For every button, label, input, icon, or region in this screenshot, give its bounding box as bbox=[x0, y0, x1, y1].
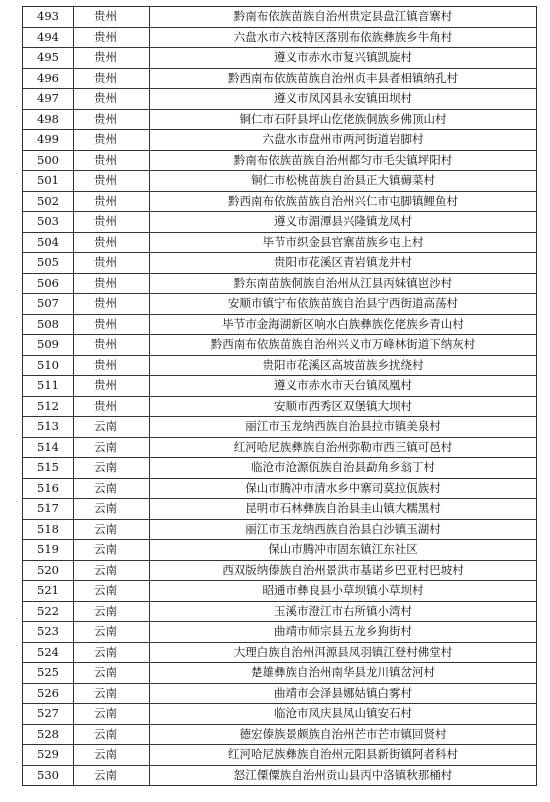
row-number: 514 bbox=[23, 437, 74, 458]
village-name-cell: 红河哈尼族彝族自治州元阳县新街镇阿者科村 bbox=[150, 745, 537, 766]
village-name-cell: 昭通市彝良县小草坝镇小草坝村 bbox=[150, 581, 537, 602]
row-number: 495 bbox=[23, 48, 74, 69]
province-cell: 贵州 bbox=[74, 232, 150, 253]
table-row bbox=[23, 7, 537, 28]
village-list-table bbox=[22, 6, 537, 786]
row-number: 503 bbox=[23, 212, 74, 233]
row-number: 496 bbox=[23, 68, 74, 89]
village-name-cell: 六盘水市盘州市两河街道岩脚村 bbox=[150, 130, 537, 151]
table-row bbox=[23, 724, 537, 745]
village-name-cell: 玉溪市澄江市右所镇小湾村 bbox=[150, 601, 537, 622]
row-number: 524 bbox=[23, 642, 74, 663]
table-row bbox=[23, 48, 537, 69]
village-name-cell: 遵义市赤水市天台镇凤凰村 bbox=[150, 376, 537, 397]
table-row bbox=[23, 519, 537, 540]
village-name-cell: 铜仁市松桃苗族自治县正大镇薅菜村 bbox=[150, 171, 537, 192]
village-name-cell: 临沧市凤庆县凤山镇安石村 bbox=[150, 704, 537, 725]
table-row bbox=[23, 150, 537, 171]
table-row bbox=[23, 355, 537, 376]
village-name-cell: 保山市腾冲市清水乡中寨司莫拉佤族村 bbox=[150, 478, 537, 499]
province-cell: 贵州 bbox=[74, 171, 150, 192]
table-row bbox=[23, 642, 537, 663]
table-row bbox=[23, 273, 537, 294]
province-cell: 云南 bbox=[74, 765, 150, 786]
village-name-cell: 黔南布依族苗族自治州都匀市毛尖镇坪阳村 bbox=[150, 150, 537, 171]
province-cell: 云南 bbox=[74, 478, 150, 499]
province-cell: 贵州 bbox=[74, 27, 150, 48]
table-row bbox=[23, 253, 537, 274]
village-name-cell: 丽江市玉龙纳西族自治县拉市镇美泉村 bbox=[150, 417, 537, 438]
province-cell: 云南 bbox=[74, 704, 150, 725]
row-number: 499 bbox=[23, 130, 74, 151]
table-row bbox=[23, 89, 537, 110]
province-cell: 云南 bbox=[74, 519, 150, 540]
row-number: 513 bbox=[23, 417, 74, 438]
table-row bbox=[23, 765, 537, 786]
row-number: 509 bbox=[23, 335, 74, 356]
village-name-cell: 曲靖市会泽县娜姑镇白雾村 bbox=[150, 683, 537, 704]
table-row bbox=[23, 622, 537, 643]
table-row bbox=[23, 130, 537, 151]
row-number: 518 bbox=[23, 519, 74, 540]
table-row bbox=[23, 560, 537, 581]
row-number: 523 bbox=[23, 622, 74, 643]
row-number: 494 bbox=[23, 27, 74, 48]
province-cell: 贵州 bbox=[74, 314, 150, 335]
row-number: 505 bbox=[23, 253, 74, 274]
row-number: 525 bbox=[23, 663, 74, 684]
row-number: 521 bbox=[23, 581, 74, 602]
village-name-cell: 曲靖市师宗县五龙乡狗街村 bbox=[150, 622, 537, 643]
province-cell: 贵州 bbox=[74, 335, 150, 356]
table-row bbox=[23, 191, 537, 212]
row-number: 520 bbox=[23, 560, 74, 581]
table-row bbox=[23, 376, 537, 397]
row-number: 502 bbox=[23, 191, 74, 212]
village-name-cell: 遵义市湄潭县兴隆镇龙凤村 bbox=[150, 212, 537, 233]
table-row bbox=[23, 458, 537, 479]
village-name-cell: 昆明市石林彝族自治县圭山镇大糯黑村 bbox=[150, 499, 537, 520]
province-cell: 云南 bbox=[74, 745, 150, 766]
row-number: 510 bbox=[23, 355, 74, 376]
row-number: 500 bbox=[23, 150, 74, 171]
province-cell: 贵州 bbox=[74, 109, 150, 130]
village-name-cell: 丽江市玉龙纳西族自治县白沙镇玉湖村 bbox=[150, 519, 537, 540]
table-row bbox=[23, 212, 537, 233]
province-cell: 贵州 bbox=[74, 191, 150, 212]
table-row bbox=[23, 540, 537, 561]
row-number: 511 bbox=[23, 376, 74, 397]
village-name-cell: 临沧市沧源佤族自治县勐角乡翁丁村 bbox=[150, 458, 537, 479]
province-cell: 云南 bbox=[74, 601, 150, 622]
row-number: 519 bbox=[23, 540, 74, 561]
province-cell: 云南 bbox=[74, 581, 150, 602]
province-cell: 云南 bbox=[74, 540, 150, 561]
row-number: 529 bbox=[23, 745, 74, 766]
table-row bbox=[23, 396, 537, 417]
province-cell: 云南 bbox=[74, 458, 150, 479]
table-row bbox=[23, 109, 537, 130]
row-number: 497 bbox=[23, 89, 74, 110]
province-cell: 云南 bbox=[74, 417, 150, 438]
table-row bbox=[23, 601, 537, 622]
table-row bbox=[23, 171, 537, 192]
village-name-cell: 德宏傣族景颇族自治州芒市芒市镇回贤村 bbox=[150, 724, 537, 745]
province-cell: 贵州 bbox=[74, 212, 150, 233]
table-row bbox=[23, 27, 537, 48]
province-cell: 云南 bbox=[74, 437, 150, 458]
row-number: 526 bbox=[23, 683, 74, 704]
village-name-cell: 六盘水市六枝特区落別布依族彝族乡牛角村 bbox=[150, 27, 537, 48]
province-cell: 贵州 bbox=[74, 355, 150, 376]
table-row bbox=[23, 745, 537, 766]
village-name-cell: 黔西南布依族苗族自治州兴仁市屯脚镇鲤鱼村 bbox=[150, 191, 537, 212]
row-number: 530 bbox=[23, 765, 74, 786]
province-cell: 云南 bbox=[74, 683, 150, 704]
table-row bbox=[23, 68, 537, 89]
table-row bbox=[23, 437, 537, 458]
province-cell: 贵州 bbox=[74, 294, 150, 315]
row-number: 506 bbox=[23, 273, 74, 294]
row-number: 522 bbox=[23, 601, 74, 622]
row-number: 516 bbox=[23, 478, 74, 499]
province-cell: 贵州 bbox=[74, 150, 150, 171]
village-name-cell: 怒江傈僳族自治州贡山县丙中洛镇秋那桶村 bbox=[150, 765, 537, 786]
row-number: 515 bbox=[23, 458, 74, 479]
province-cell: 贵州 bbox=[74, 396, 150, 417]
table-row bbox=[23, 232, 537, 253]
village-name-cell: 黔西南布依族苗族自治州兴义市万峰林街道下纳灰村 bbox=[150, 335, 537, 356]
village-name-cell: 贵阳市花溪区高坡苗族乡扰绕村 bbox=[150, 355, 537, 376]
table-row bbox=[23, 683, 537, 704]
village-name-cell: 红河哈尼族彝族自治州弥勒市西三镇可邑村 bbox=[150, 437, 537, 458]
table-row bbox=[23, 663, 537, 684]
row-number: 493 bbox=[23, 7, 74, 28]
province-cell: 贵州 bbox=[74, 253, 150, 274]
province-cell: 贵州 bbox=[74, 48, 150, 69]
province-cell: 云南 bbox=[74, 642, 150, 663]
village-name-cell: 贵阳市花溪区青岩镇龙井村 bbox=[150, 253, 537, 274]
province-cell: 贵州 bbox=[74, 376, 150, 397]
province-cell: 贵州 bbox=[74, 273, 150, 294]
village-name-cell: 遵义市赤水市复兴镇凯旋村 bbox=[150, 48, 537, 69]
village-name-cell: 黔南布依族苗族自治州贵定县盘江镇音寨村 bbox=[150, 7, 537, 28]
village-name-cell: 安顺市西秀区双堡镇大坝村 bbox=[150, 396, 537, 417]
table-row bbox=[23, 499, 537, 520]
table-row bbox=[23, 704, 537, 725]
province-cell: 贵州 bbox=[74, 130, 150, 151]
village-name-cell: 保山市腾冲市固东镇江东社区 bbox=[150, 540, 537, 561]
province-cell: 云南 bbox=[74, 622, 150, 643]
table-body bbox=[23, 7, 537, 786]
row-number: 504 bbox=[23, 232, 74, 253]
village-name-cell: 黔东南苗族侗族自治州从江县丙妹镇岜沙村 bbox=[150, 273, 537, 294]
province-cell: 贵州 bbox=[74, 68, 150, 89]
province-cell: 贵州 bbox=[74, 7, 150, 28]
row-number: 508 bbox=[23, 314, 74, 335]
province-cell: 云南 bbox=[74, 663, 150, 684]
table-row bbox=[23, 335, 537, 356]
table-row bbox=[23, 417, 537, 438]
village-name-cell: 楚雄彝族自治州南华县龙川镇岔河村 bbox=[150, 663, 537, 684]
village-name-cell: 遵义市凤冈县永安镇田坝村 bbox=[150, 89, 537, 110]
row-number: 517 bbox=[23, 499, 74, 520]
row-number: 498 bbox=[23, 109, 74, 130]
table-row bbox=[23, 294, 537, 315]
province-cell: 云南 bbox=[74, 560, 150, 581]
village-name-cell: 大理白族自治州洱源县凤羽镇江登村佛堂村 bbox=[150, 642, 537, 663]
province-cell: 贵州 bbox=[74, 89, 150, 110]
table-row bbox=[23, 581, 537, 602]
village-name-cell: 安顺市镇宁布依族苗族自治县宁西街道高荡村 bbox=[150, 294, 537, 315]
village-name-cell: 黔西南布依族苗族自治州贞丰县者相镇纳孔村 bbox=[150, 68, 537, 89]
province-cell: 云南 bbox=[74, 499, 150, 520]
table-row bbox=[23, 478, 537, 499]
village-name-cell: 毕节市金海湖新区响水白族彝族仡佬族乡青山村 bbox=[150, 314, 537, 335]
village-name-cell: 铜仁市石阡县坪山仡佬族侗族乡佛顶山村 bbox=[150, 109, 537, 130]
table-row bbox=[23, 314, 537, 335]
row-number: 501 bbox=[23, 171, 74, 192]
village-name-cell: 毕节市织金县官寨苗族乡屯上村 bbox=[150, 232, 537, 253]
row-number: 512 bbox=[23, 396, 74, 417]
village-name-cell: 西双版纳傣族自治州景洪市基诺乡巴亚村巴坡村 bbox=[150, 560, 537, 581]
row-number: 507 bbox=[23, 294, 74, 315]
row-number: 527 bbox=[23, 704, 74, 725]
row-number: 528 bbox=[23, 724, 74, 745]
province-cell: 云南 bbox=[74, 724, 150, 745]
